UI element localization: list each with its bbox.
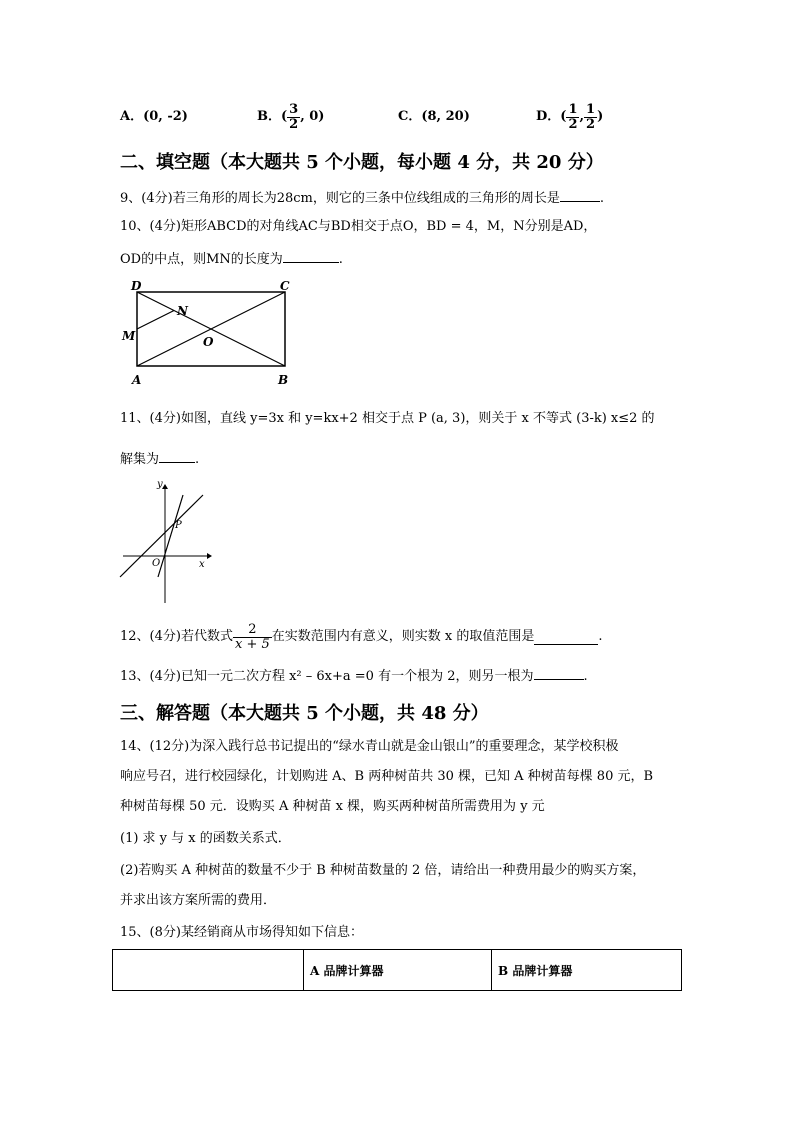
answer-blank bbox=[534, 630, 598, 645]
label-o: O bbox=[203, 335, 214, 349]
label-m: M bbox=[122, 329, 136, 343]
label-p: P bbox=[175, 520, 182, 531]
info-table bbox=[112, 949, 682, 991]
table-header-empty bbox=[113, 950, 304, 991]
answer-blank bbox=[560, 187, 600, 202]
question-14-part2a: (2)若购买 A 种树苗的数量不少于 B 种树苗数量的 2 倍，请给出一种费用最少的购买方案， bbox=[120, 863, 646, 878]
table-header-row bbox=[113, 950, 682, 991]
label-d: D bbox=[131, 279, 142, 293]
label-o: O bbox=[152, 558, 161, 569]
section-2-title: 二、填空题（本大题共 5 个小题，每小题 4 分，共 20 分） bbox=[120, 152, 604, 173]
table-header-brand-a: A 品牌计算器 bbox=[304, 950, 492, 991]
choice-b: B． ( $\frac{3}{2}$ , 0) bbox=[257, 101, 325, 132]
question-11-line2: 解集为 . bbox=[120, 448, 199, 469]
answer-blank bbox=[283, 248, 339, 263]
section-3-title: 三、解答题（本大题共 5 个小题，共 48 分） bbox=[120, 703, 489, 724]
table-header-brand-b: B 品牌计算器 bbox=[492, 950, 682, 991]
question-14-line3: 种树苗每棵 50 元．设购买 A 种树苗 x 棵，购买两种树苗所需费用为 y 元 bbox=[120, 799, 545, 814]
question-14-line1: 14、(12分)为深入践行总书记提出的“绿水青山就是金山银山”的重要理念，某学校积极 bbox=[120, 739, 619, 754]
segment-mn bbox=[137, 311, 174, 330]
label-n: N bbox=[177, 304, 188, 318]
choice-c: C．(8, 20) bbox=[398, 109, 470, 124]
choice-d: D． ( $\frac{1}{2}$ , $\frac{1}{2}$ ) bbox=[536, 101, 604, 132]
answer-blank bbox=[534, 665, 584, 680]
question-14-part2b: 并求出该方案所需的费用． bbox=[120, 893, 277, 908]
label-a: A bbox=[132, 373, 142, 387]
choice-a: A．(0, -2) bbox=[120, 109, 188, 124]
lines-graph-figure bbox=[115, 475, 215, 607]
label-b: B bbox=[278, 373, 289, 387]
rectangle-figure bbox=[115, 278, 300, 390]
question-11-line1: 11、(4分)如图，直线 y=3x 和 y=kx+2 相交于点 P (a, 3)，则关于 x 不等式 (3-k) x≤2 的 bbox=[120, 411, 655, 426]
question-14-part1: (1) 求 y 与 x 的函数关系式． bbox=[120, 831, 291, 846]
question-10-line2: OD的中点，则MN的长度为 . bbox=[120, 248, 343, 269]
question-9: 9、(4分)若三角形的周长为28cm，则它的三条中位线组成的三角形的周长是 . bbox=[120, 187, 604, 208]
label-c: C bbox=[280, 279, 290, 293]
question-15: 15、(8分)某经销商从市场得知如下信息： bbox=[120, 925, 363, 940]
x-axis-arrow bbox=[207, 553, 212, 559]
question-13: 13、(4分)已知一元二次方程 x² – 6x+a =0 有一个根为 2，则另一根为 . bbox=[120, 665, 588, 686]
question-12: 12、(4分) 若代数式 $\frac{2}{x + 5}$ 在实数范围内有意义，则实数 x 的取值范围是 . bbox=[120, 621, 603, 652]
y-axis-arrow bbox=[162, 484, 168, 489]
question-10-line1: 10、(4分)矩形ABCD的对角线AC与BD相交于点O，BD = 4，M，N分别是AD， bbox=[120, 219, 597, 234]
label-x: x bbox=[199, 559, 205, 570]
question-14-line2: 响应号召，进行校园绿化，计划购进 A、B 两种树苗共 30 棵，已知 A 种树苗每棵 80 元，B bbox=[120, 769, 654, 784]
answer-blank bbox=[159, 448, 195, 463]
label-y: y bbox=[157, 479, 163, 490]
